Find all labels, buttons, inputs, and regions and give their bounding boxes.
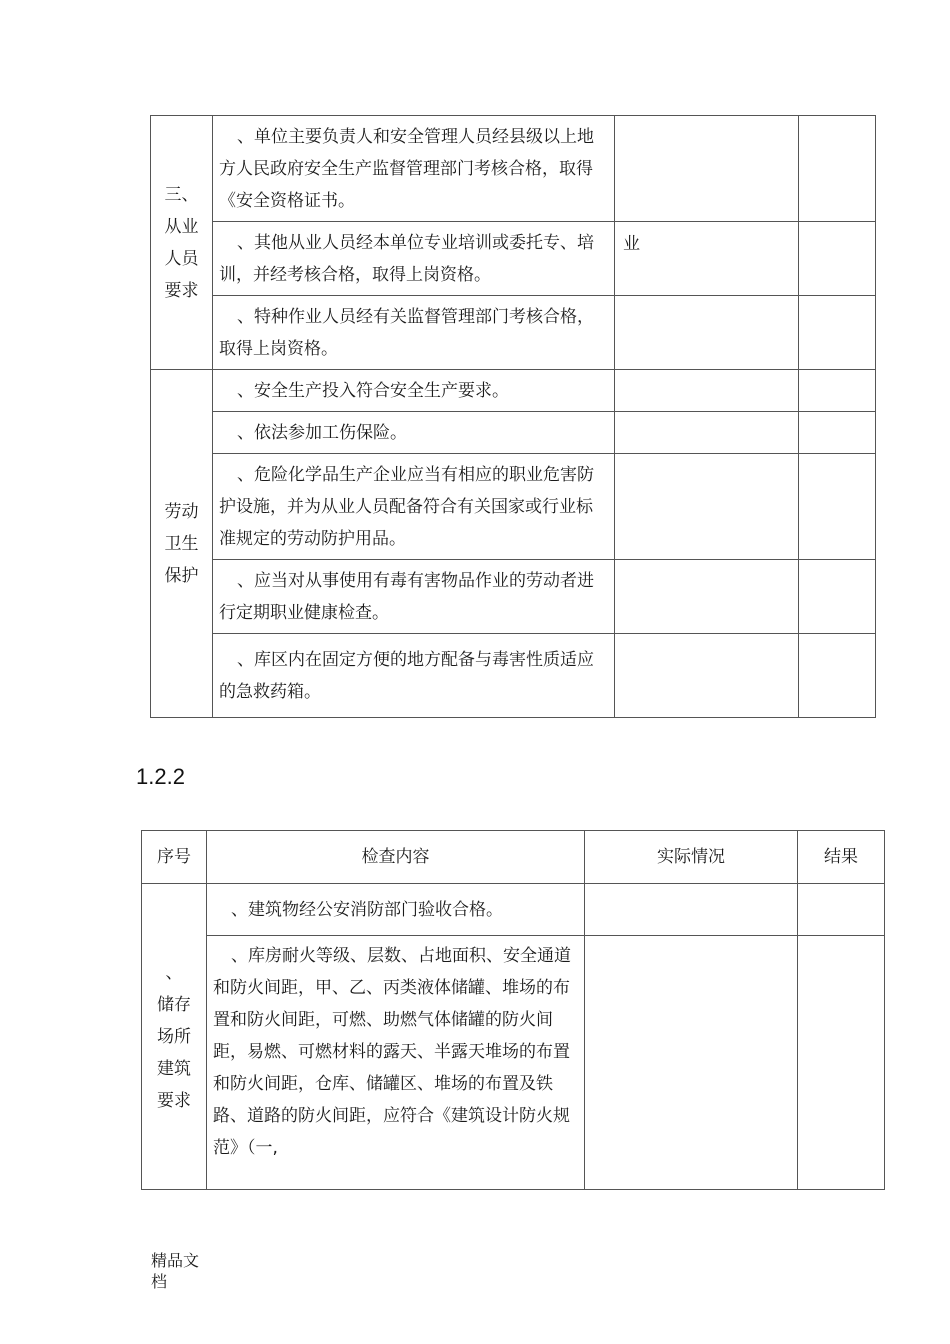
category-line: 建筑 (157, 1058, 191, 1079)
table-row (151, 560, 876, 634)
table-row (142, 936, 885, 1190)
category-line: 场所 (157, 1026, 191, 1047)
table-row (142, 884, 885, 936)
category-line: 、 (165, 962, 183, 983)
content-text: 、库房耐火等级、层数、占地面积、安全通道和防火间距，甲、乙、丙类液体储罐、堆场的布置和防火间距，可燃、助燃气体储罐的防火间距，易燃、可燃材料的露天、半露天堆场的布置和防火间距，仓库、储罐区、堆场的布置及铁路、道路的防火间距，应符合《建筑设计防火规范》（一, (213, 946, 571, 1158)
table-row (151, 454, 876, 560)
table-row (151, 634, 876, 718)
result-cell (799, 560, 876, 634)
actual-cell (615, 116, 799, 222)
category-line: 卫生 (164, 533, 199, 554)
category-line: 劳动 (164, 501, 199, 522)
footer-watermark: 精品文档 (151, 1251, 200, 1291)
result-cell (799, 296, 876, 370)
header-result: 结果 (798, 831, 885, 884)
header-content: 检查内容 (207, 831, 585, 884)
category-line: 保护 (164, 565, 199, 586)
category-line: 要求 (164, 280, 199, 301)
category-line: 从业 (164, 216, 199, 237)
actual-cell: 业 (615, 222, 799, 296)
check-content (213, 296, 615, 370)
content-text: 、危险化学品生产企业应当有相应的职业危害防护设施，并为从业人员配备符合有关国家或行业标准规定的劳动防护用品。 (219, 464, 594, 549)
category-line: 储存 (157, 994, 191, 1015)
content-text: 、库区内在固定方便的地方配备与毒害性质适应的急救药箱。 (219, 649, 594, 702)
category-line: 三、 (164, 184, 199, 205)
check-content (207, 884, 585, 936)
content-text: 、特种作业人员经有关监督管理部门考核合格，取得上岗资格。 (219, 306, 594, 359)
result-cell (799, 370, 876, 412)
check-content (213, 116, 615, 222)
header-actual: 实际情况 (585, 831, 798, 884)
inspection-table-1 (150, 115, 876, 718)
header-row (142, 831, 885, 884)
actual-cell (615, 370, 799, 412)
table-row (151, 412, 876, 454)
category-line: 人员 (164, 248, 199, 269)
category-cell-storage-building (142, 884, 207, 1190)
table-row (151, 296, 876, 370)
check-content (213, 412, 615, 454)
header-no: 序号 (142, 831, 207, 884)
content-text: 、依法参加工伤保险。 (237, 422, 407, 443)
actual-cell (615, 634, 799, 718)
category-cell-labor-health (151, 370, 213, 718)
check-content (213, 560, 615, 634)
check-content (213, 634, 615, 718)
actual-cell (615, 454, 799, 560)
result-cell (798, 884, 885, 936)
actual-cell (615, 412, 799, 454)
check-content (213, 454, 615, 560)
table-row (151, 116, 876, 222)
result-cell (799, 116, 876, 222)
result-cell (799, 412, 876, 454)
table-row (151, 222, 876, 296)
check-content (213, 222, 615, 296)
result-cell (799, 634, 876, 718)
actual-cell (585, 884, 798, 936)
result-cell (799, 454, 876, 560)
content-text: 、应当对从事使用有毒有害物品作业的劳动者进行定期职业健康检查。 (219, 570, 594, 623)
result-cell (798, 936, 885, 1190)
content-text: 、安全生产投入符合安全生产要求。 (237, 380, 509, 401)
content-text: 、建筑物经公安消防部门验收合格。 (231, 899, 503, 920)
actual-cell (615, 296, 799, 370)
actual-cell (615, 560, 799, 634)
content-text: 、单位主要负责人和安全管理人员经县级以上地方人民政府安全生产监督管理部门考核合格，取得《安全资格证书。 (219, 126, 594, 211)
check-content (213, 370, 615, 412)
result-cell (799, 222, 876, 296)
actual-cell (585, 936, 798, 1190)
table-row (151, 370, 876, 412)
check-content (207, 936, 585, 1190)
category-cell-personnel (151, 116, 213, 370)
category-line: 要求 (157, 1090, 191, 1111)
section-heading: 1.2.2 (136, 764, 185, 789)
inspection-table-2 (141, 830, 885, 1190)
content-text: 、其他从业人员经本单位专业培训或委托专、培训，并经考核合格，取得上岗资格。 (219, 232, 594, 285)
